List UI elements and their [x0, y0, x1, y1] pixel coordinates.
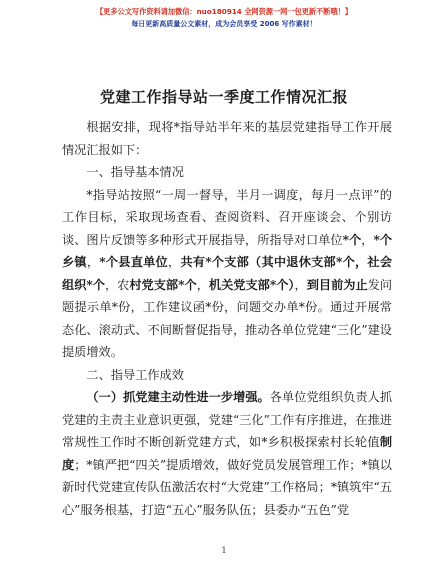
text-run: ，	[167, 255, 181, 269]
text-run: ，	[294, 277, 307, 292]
text-run: ，	[361, 232, 374, 247]
text-run: ，	[196, 277, 209, 292]
text-run: ；*镇严把“四关”提质增效，做好党员发展管理工作；*镇以新时代党建宣传队伍激活农村“大党建”工作格局；*镇筑牢“五心”服务根基，打造“五心”服务队伍；县委办“五色”党	[62, 457, 392, 517]
bold-text-run: 到目前为止	[306, 277, 368, 292]
basic-situation-paragraph	[62, 184, 392, 364]
bold-text-run: *个县直单位	[99, 255, 168, 269]
bold-text-run: *个	[342, 232, 362, 247]
text-run: 各单位党组织负责人抓党建的主责主业意识更强，党建“三化”工作有序推进，在推进常规性工作时不断创新党建方式，如*乡积极探索村长轮值	[62, 390, 393, 449]
promo-banner-line-1: 【更多公文写作资料请加微信：nuo180914 全网资源一网一包更新不断哦！】	[95, 7, 353, 16]
bold-text-run: 机关党支部*个）	[208, 277, 295, 292]
document-title: 党建工作指导站一季度工作情况汇报	[99, 88, 348, 106]
document-body	[62, 116, 392, 521]
text-run: 发问题提示单*份，工作建议函*份，问题交办单*份。通过开展常态化、滚动式、不间断督促指导，推动各单位党建“三化”建设提质增效。	[62, 277, 393, 359]
page-number: 1	[221, 546, 227, 555]
text-run: ，	[86, 255, 100, 269]
text-run: ，农	[104, 277, 130, 292]
text-run: *指导站按照“一周一督导，半月一调度，每月一点评”的工作目标，采取现场查看、查阅资料、召开座谈会、个别访谈、图片反馈等多种形式开展指导，所指导对口单位	[62, 187, 392, 247]
bold-text-run: *个乡镇	[62, 232, 393, 269]
bold-text-run: 制度	[62, 435, 392, 472]
section-heading-1: 一、指导基本情况	[86, 165, 184, 179]
promo-banner	[0, 6, 448, 30]
intro-paragraph: 根据安排，现将*指导站半年来的基层党建指导工作开展情况汇报如下：	[62, 120, 392, 157]
section-heading-2: 二、指导工作成效	[86, 367, 184, 382]
bold-text-run: 村党支部*个	[129, 277, 197, 292]
results-paragraph	[62, 386, 392, 521]
promo-banner-line-2: 每日更新高质量公文素材，成为会员享受 2006 写作素材！	[131, 20, 317, 28]
bold-text-run: 共有*个支部（其中退休支部*个，社会组织*个	[62, 255, 393, 292]
subheading-text-run: （一）抓党建主动性进一步增强。	[86, 390, 270, 404]
